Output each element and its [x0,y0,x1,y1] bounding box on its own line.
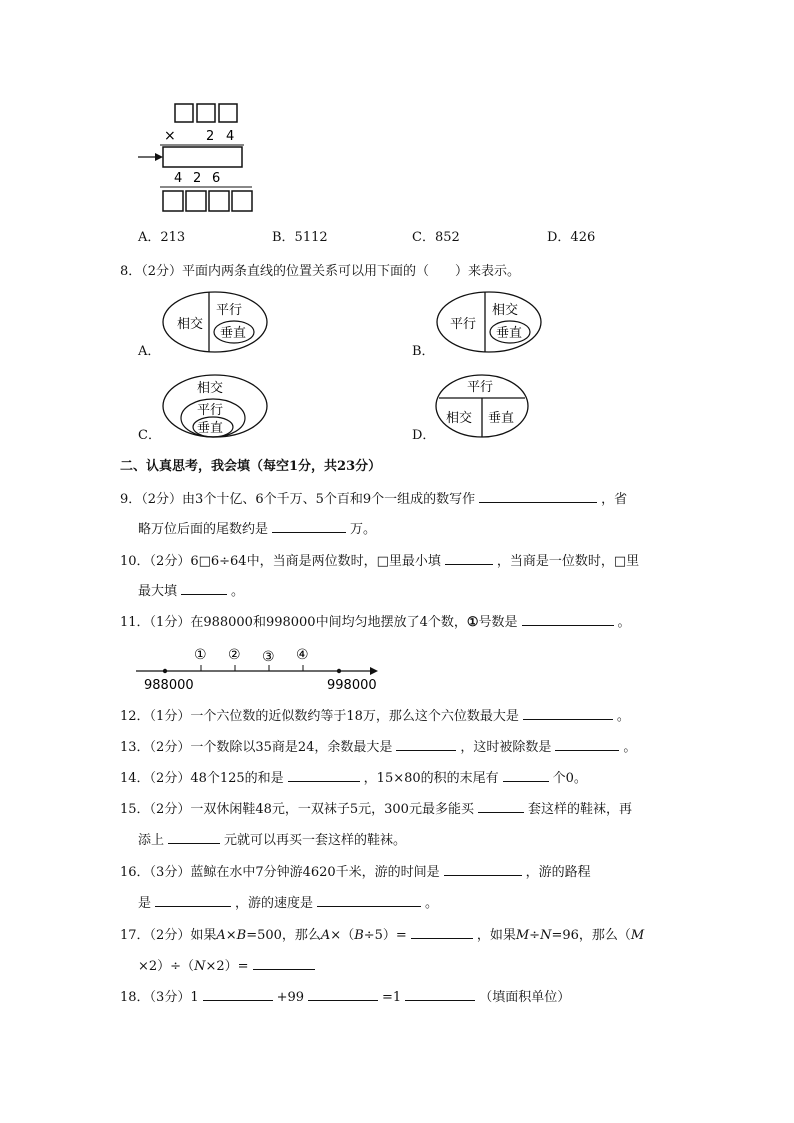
q12-line [120,705,630,727]
venn-c-label: 相交 [197,381,224,396]
digit-box[interactable] [219,104,237,122]
q8-option-a-label[interactable]: A． [138,344,161,359]
answer-blank[interactable] [155,892,231,907]
q12-text: 。 [616,709,630,724]
q17-text: ÷5）= [363,928,407,943]
var-b: B [354,928,364,943]
q9-text: 万。 [350,522,377,537]
answer-blank[interactable] [411,924,473,939]
answer-blank[interactable] [288,767,360,782]
venn-c-label: 垂直 [197,421,224,436]
q14-line [120,767,587,789]
var-b: B [236,928,247,943]
multiplication-diagram [130,98,270,216]
q7-option-a[interactable]: A．213 [138,230,186,245]
digit-box[interactable] [197,104,215,122]
q9-text: ，省 [601,492,628,507]
q15-text: 15．（2分）一双休闲鞋48元，一双袜子5元，300元最多能买 [120,802,474,817]
var-m: M [630,928,645,943]
answer-blank[interactable] [308,986,378,1001]
answer-blank[interactable] [181,580,227,595]
q11-text: 号数是 [478,615,518,630]
q9-line2 [138,518,376,540]
venn-b-label: 垂直 [496,326,523,341]
q10-text: 10．（2分）6□6÷64中，当商是两位数时，□里最小填 [120,554,441,569]
q16-text: ，游的路程 [525,865,591,880]
multiplier-digit: 4 [226,129,235,144]
venn-a-label: 相交 [177,317,204,332]
answer-blank[interactable] [168,829,220,844]
q16-text: ，游的速度是 [235,896,314,911]
multiplier-digit: 2 [206,129,215,144]
var-a: A [320,928,331,943]
answer-blank[interactable] [522,611,614,626]
q8-option-c-label[interactable]: C． [138,428,161,443]
digit-box[interactable] [186,191,206,211]
q16-line2 [138,892,438,914]
q11-text: 11．（1分）在988000和998000中间均匀地摆放了4个数， [120,615,467,630]
q15-text: 套这样的鞋袜，再 [527,802,632,817]
venn-d [434,372,534,440]
answer-blank[interactable] [405,986,475,1001]
q17-text: ÷ [529,928,541,943]
q13-text: ，这时被除数是 [460,740,552,755]
q7-option-b[interactable]: B．5112 [272,230,328,245]
q8-option-d-label[interactable]: D． [412,428,436,443]
answer-blank[interactable] [523,705,613,720]
right-end-label: 998000 [327,678,377,693]
venn-d-label: 垂直 [488,411,515,426]
digit-box[interactable] [163,191,183,211]
digit-box[interactable] [209,191,229,211]
var-n: N [540,928,552,943]
number-line-arrow-icon [370,667,378,675]
q10-text: ，当商是一位数时，□里 [496,554,640,569]
q18-line [120,986,570,1008]
var-a: A [216,928,226,943]
partial-digit: 6 [212,171,221,186]
q16-text: 16．（3分）蓝鲸在水中7分钟游4620千米，游的时间是 [120,865,440,880]
q12-text: 12．（1分）一个六位数的近似数约等于18万，那么这个六位数最大是 [120,709,519,724]
q18-text: （填面积单位） [479,990,571,1005]
q10-text: 最大填 [138,584,178,599]
q15-line1 [120,798,632,820]
venn-c [160,372,272,440]
q17-text: × [225,928,237,943]
q9-text: 9．（2分）由3个十亿、6个千万、5个百和9个一组成的数写作 [120,492,476,507]
q13-text: 。 [623,740,637,755]
digit-box[interactable] [232,191,252,211]
q8-option-b-label[interactable]: B． [412,344,435,359]
answer-blank[interactable] [253,955,315,970]
times-sign: × [164,128,176,144]
q16-text: 。 [425,896,439,911]
q11-line [120,611,631,633]
q17-text: ，如果 [476,928,516,943]
q8-text: 8．（2分）平面内两条直线的位置关系可以用下面的（ ）来表示。 [120,264,521,279]
q16-text: 是 [138,896,152,911]
answer-blank[interactable] [396,736,456,751]
q18-text: =1 [382,990,402,1005]
q9-line1 [120,488,627,510]
section-heading: 二、认真思考，我会填（每空1分，共23分） [120,459,382,474]
q13-line [120,736,636,758]
q15-text: 元就可以再买一套这样的鞋袜。 [224,833,407,848]
left-end-label: 988000 [144,678,194,693]
digit-box[interactable] [175,104,193,122]
q17-line1 [120,924,644,946]
answer-blank[interactable] [479,488,597,503]
mark-2: ② [228,647,241,663]
answer-blank[interactable] [203,986,273,1001]
answer-blank[interactable] [317,892,421,907]
venn-a-label: 垂直 [220,326,247,341]
q10-text: 。 [231,584,245,599]
answer-blank[interactable] [555,736,619,751]
partial-digit: 4 [174,171,183,186]
q13-text: 13．（2分）一个数除以35商是24，余数最大是 [120,740,393,755]
venn-d-label: 相交 [446,411,473,426]
arrow-head-icon [155,153,163,161]
q15-line2 [138,829,406,851]
q10-line1 [120,550,639,572]
q17-text: ×（ [330,928,355,943]
answer-blank[interactable] [445,550,493,565]
q11-text: 。 [617,615,631,630]
q18-text: +99 [276,990,305,1005]
answer-blank[interactable] [444,861,522,876]
number-line [134,642,384,694]
q7-option-c[interactable]: C．852 [412,230,460,245]
answer-blank[interactable] [478,798,524,813]
q14-text: 14．（2分）48个125的和是 [120,771,284,786]
q18-text: 18．（3分）1 [120,990,199,1005]
q14-text: ，15×80的积的末尾有 [363,771,499,786]
mark-4: ④ [296,647,309,663]
q7-option-d[interactable]: D．426 [547,230,596,245]
venn-b [434,290,546,356]
q17-line2 [138,955,319,977]
mark-3: ③ [262,649,275,665]
venn-a [160,290,272,356]
q17-text: ×2）÷（ [138,959,195,974]
q15-text: 添上 [138,833,165,848]
q17-text: =500，那么 [246,928,321,943]
venn-a-label: 平行 [216,303,243,318]
partial-digit: 2 [193,171,202,186]
q10-line2 [138,580,244,602]
answer-blank[interactable] [272,518,346,533]
venn-d-label: 平行 [467,380,494,395]
answer-blank[interactable] [503,767,549,782]
mark-1: ① [194,647,207,663]
venn-c-label: 平行 [197,403,224,418]
q16-line1 [120,861,591,883]
q17-text: 17．（2分）如果 [120,928,217,943]
circled-one: ① [466,615,479,630]
var-n: N [194,959,206,974]
venn-b-label: 平行 [450,317,477,332]
q14-text: 个0。 [552,771,587,786]
partial-product-box[interactable] [163,147,242,167]
q17-text: ×2）= [205,959,249,974]
venn-b-label: 相交 [492,303,519,318]
var-m: M [515,928,530,943]
q9-text: 略万位后面的尾数约是 [138,522,269,537]
q17-text: =96，那么（ [551,928,631,943]
